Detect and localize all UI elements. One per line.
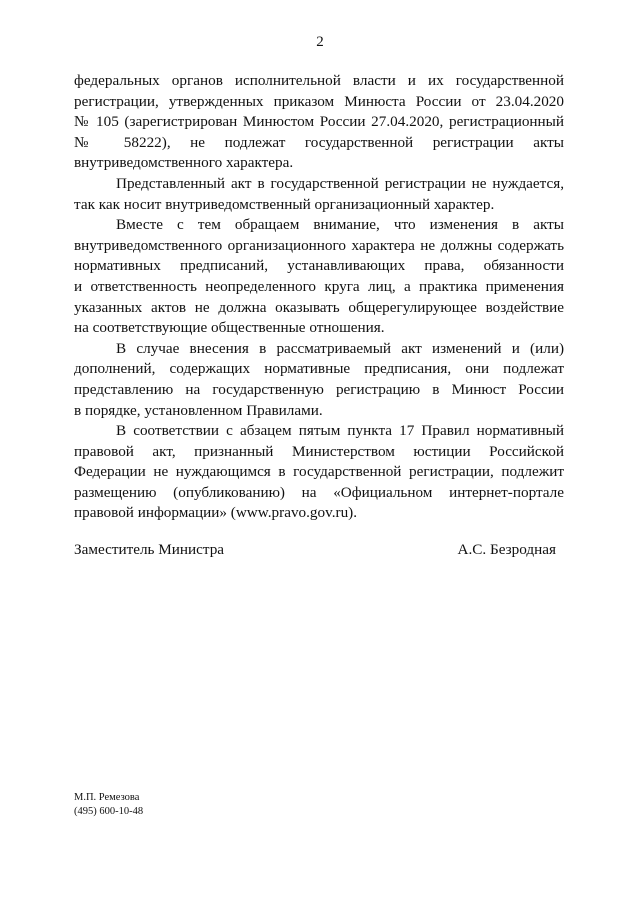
text-line: правовой информации» (www.pravo.gov.ru). [74,504,358,522]
text-line: нормативных предписаний, устанавливающих права, обязанности [74,257,564,275]
paragraph [74,421,564,524]
text-line: Федерации не нуждающимся в государственной регистрации, подлежит [74,463,564,481]
text-line: так как носит внутриведомственный организационный характер. [74,195,495,213]
text-line: В случае внесения в рассматриваемый акт изменений и (или) [116,339,564,357]
text-line: дополнений, содержащих нормативные предписания, они подлежат [74,360,564,378]
signatory-position: Заместитель Министра [74,541,225,558]
text-line: правовой акт, признанный Министерством юстиции Российской [74,442,564,460]
text-line: указанных актов не должна оказывать общерегулирующее воздействие [74,298,564,316]
text-line: внутриведомственного организационного характера не должны содержать [74,236,564,254]
letter-body [74,71,564,524]
text-line: Представленный акт в государственной регистрации не нуждается, [116,174,564,192]
text-line: на соответствующие общественные отношения. [74,319,385,337]
text-line: Вместе с тем обращаем внимание, что изменения в акты [116,216,564,234]
text-line: регистрации, утвержденных приказом Минюста России от 23.04.2020 [74,92,564,110]
paragraph [74,71,564,174]
text-line: № 105 (зарегистрирован Минюстом России 27.04.2020, регистрационный [74,113,564,131]
text-line: размещению (опубликованию) на «Официальном интернет-портале [74,483,564,501]
text-line: в порядке, установленном Правилами. [74,401,323,419]
text-line: федеральных органов исполнительной власти и их государственной [74,72,564,89]
executor-phone: (495) 600-10-48 [74,806,144,817]
executor-info [74,791,143,819]
paragraph [74,174,564,215]
text-line: представлению на государственную регистрацию в Минюст России [74,380,564,398]
executor-name: М.П. Ремезова [74,792,140,803]
paragraph [74,339,564,421]
text-line: № 58222), не подлежат государственной регистрации акты [74,133,564,151]
page-number: 2 [316,34,324,50]
text-line: внутриведомственного характера. [74,154,294,172]
signatory-name: А.С. Безродная [457,541,556,558]
text-line: В соответствии с абзацем пятым пункта 17 Правил нормативный [116,422,564,440]
text-line: и ответственность неопределенного круга лиц, а практика применения [74,277,564,295]
paragraph [74,215,564,339]
